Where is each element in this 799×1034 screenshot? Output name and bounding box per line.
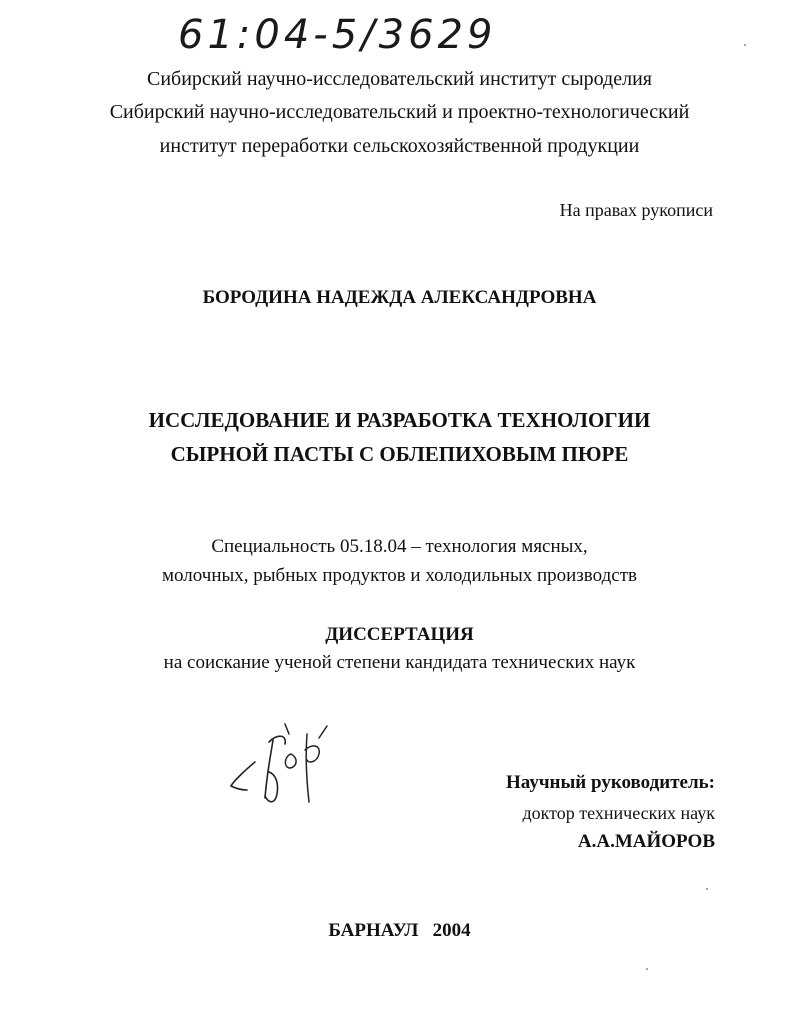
institution-line-3: институт переработки сельскохозяйственной продукции bbox=[159, 135, 640, 157]
archive-stamp-code: 61:04-5/3629 bbox=[178, 12, 497, 58]
institution-line-1: Сибирский научно-исследовательский институт сыроделия bbox=[146, 68, 652, 90]
thesis-title-line-2: СЫРНОЙ ПАСТЫ С ОБЛЕПИХОВЫМ ПЮРЕ bbox=[170, 442, 629, 466]
advisor-name: А.А.МАЙОРОВ bbox=[577, 831, 715, 852]
institution-line-2: Сибирский научно-исследовательский и проектно-технологический bbox=[109, 101, 690, 123]
degree-line: на соискание ученой степени кандидата технических наук bbox=[163, 652, 636, 673]
specialty-line-1: Специальность 05.18.04 – технология мясных, bbox=[211, 536, 588, 557]
scan-speck bbox=[744, 44, 746, 46]
manuscript-note: На правах рукописи bbox=[559, 200, 713, 220]
scan-speck bbox=[706, 888, 708, 890]
advisor-degree: доктор технических наук bbox=[522, 803, 715, 823]
handwritten-signature bbox=[225, 720, 355, 810]
thesis-title-line-1: ИССЛЕДОВАНИЕ И РАЗРАБОТКА ТЕХНОЛОГИИ bbox=[148, 408, 651, 432]
document-type: ДИССЕРТАЦИЯ bbox=[325, 624, 474, 645]
author-name: БОРОДИНА НАДЕЖДА АЛЕКСАНДРОВНА bbox=[202, 287, 597, 308]
city-year: БАРНАУЛ 2004 bbox=[328, 920, 471, 941]
scan-speck bbox=[646, 968, 648, 970]
specialty-line-2: молочных, рыбных продуктов и холодильных производств bbox=[162, 565, 637, 586]
advisor-label: Научный руководитель: bbox=[506, 772, 715, 793]
